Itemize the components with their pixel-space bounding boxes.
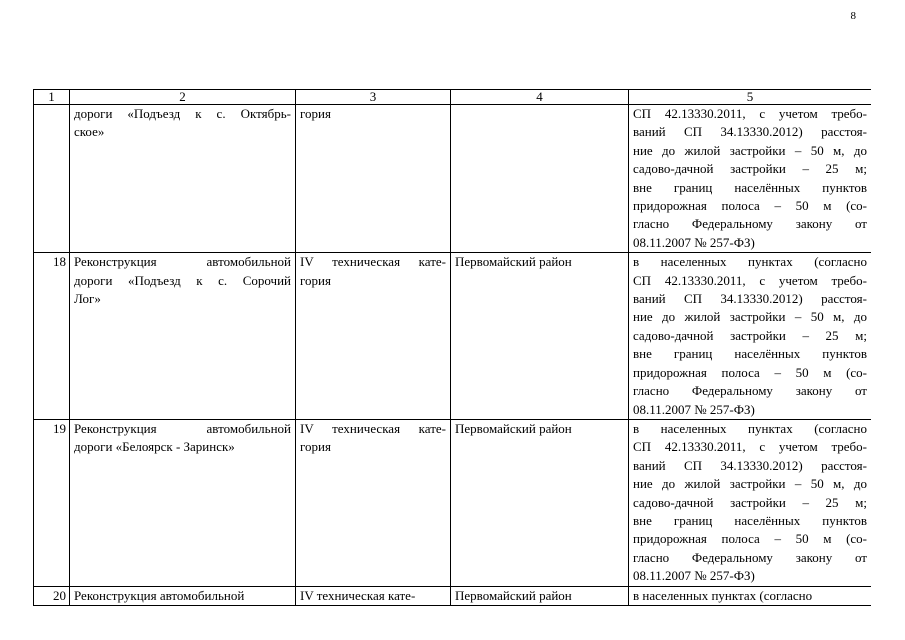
text-line: в населенных пунктах (согласно <box>633 420 867 436</box>
table-header-row <box>34 90 872 105</box>
text-line: ние до жилой застройки – 50 м, до <box>633 142 867 158</box>
category-cell <box>296 105 451 253</box>
text-line: дороги «Белоярск - Заринск» <box>74 439 235 455</box>
text-line: IV техническая кате- <box>300 587 416 603</box>
text-line: гория <box>300 439 331 455</box>
district-cell <box>451 253 629 420</box>
text-line: дороги «Подъезд к с. Сорочий <box>74 272 291 288</box>
text-line: 08.11.2007 № 257-ФЗ) <box>633 401 755 417</box>
text-line: придорожная полоса – 50 м (со- <box>633 364 867 380</box>
table-row <box>34 419 872 586</box>
text-line: 08.11.2007 № 257-ФЗ) <box>633 568 755 584</box>
text-line: Первомайский район <box>455 420 572 436</box>
road-name-cell <box>70 253 296 420</box>
table-row <box>34 586 872 605</box>
text-line: ваний СП 34.13330.2012) расстоя- <box>633 291 867 307</box>
text-line: гласно Федеральному закону от <box>633 549 867 565</box>
document-table <box>33 89 871 606</box>
requirements-cell <box>629 253 872 420</box>
header-cell-col3: 3 <box>296 90 451 105</box>
road-name-cell <box>70 105 296 253</box>
requirements-cell <box>629 419 872 586</box>
text-line: гласно Федеральному закону от <box>633 216 867 232</box>
text-line: СП 42.13330.2011, с учетом требо- <box>633 106 867 121</box>
text-line: СП 42.13330.2011, с учетом требо- <box>633 439 867 455</box>
text-line: в населенных пунктах (согласно <box>633 587 813 603</box>
text-line: вне границ населённых пунктов <box>633 179 867 195</box>
table-body <box>34 90 872 606</box>
table-row <box>34 105 872 253</box>
table-row <box>34 253 872 420</box>
text-line: садово-дачной застройки – 25 м; <box>633 327 867 343</box>
text-line: дороги «Подъезд к с. Октябрь- <box>74 106 291 121</box>
district-cell <box>451 105 629 253</box>
header-cell-col2: 2 <box>70 90 296 105</box>
text-line: IV техническая кате- <box>300 420 446 436</box>
text-line: ние до жилой застройки – 50 м, до <box>633 476 867 492</box>
row-number-cell: 18 <box>34 253 70 420</box>
road-name-cell <box>70 586 296 605</box>
text-line: Реконструкция автомобильной <box>74 254 291 270</box>
document-table-wrapper <box>33 89 871 640</box>
text-line: ское» <box>74 124 105 140</box>
text-line: СП 42.13330.2011, с учетом требо- <box>633 272 867 288</box>
text-line: гория <box>300 106 331 121</box>
text-line: ваний СП 34.13330.2012) расстоя- <box>633 124 867 140</box>
category-cell <box>296 253 451 420</box>
text-line: IV техническая кате- <box>300 254 446 270</box>
road-name-cell <box>70 419 296 586</box>
requirements-cell <box>629 105 872 253</box>
row-number-cell <box>34 105 70 253</box>
text-line: Первомайский район <box>455 254 572 270</box>
text-line: Реконструкция автомобильной <box>74 587 245 603</box>
text-line: Первомайский район <box>455 587 572 603</box>
requirements-cell <box>629 586 872 605</box>
text-line: вне границ населённых пунктов <box>633 512 867 528</box>
header-cell-col1: 1 <box>34 90 70 105</box>
text-line: садово-дачной застройки – 25 м; <box>633 494 867 510</box>
text-line: 08.11.2007 № 257-ФЗ) <box>633 234 755 250</box>
category-cell <box>296 586 451 605</box>
text-line: придорожная полоса – 50 м (со- <box>633 531 867 547</box>
row-number-cell: 20 <box>34 586 70 605</box>
text-line: гласно Федеральному закону от <box>633 383 867 399</box>
page-number: 8 <box>850 10 856 22</box>
text-line: вне границ населённых пунктов <box>633 346 867 362</box>
text-line: Лог» <box>74 291 101 307</box>
header-cell-col4: 4 <box>451 90 629 105</box>
district-cell <box>451 419 629 586</box>
text-line: Реконструкция автомобильной <box>74 420 291 436</box>
header-cell-col5: 5 <box>629 90 872 105</box>
text-line: придорожная полоса – 50 м (со- <box>633 198 867 214</box>
text-line: ние до жилой застройки – 50 м, до <box>633 309 867 325</box>
text-line: в населенных пунктах (согласно <box>633 254 867 270</box>
text-line: ваний СП 34.13330.2012) расстоя- <box>633 457 867 473</box>
district-cell <box>451 586 629 605</box>
row-number-cell: 19 <box>34 419 70 586</box>
category-cell <box>296 419 451 586</box>
text-line: садово-дачной застройки – 25 м; <box>633 161 867 177</box>
text-line: гория <box>300 272 331 288</box>
